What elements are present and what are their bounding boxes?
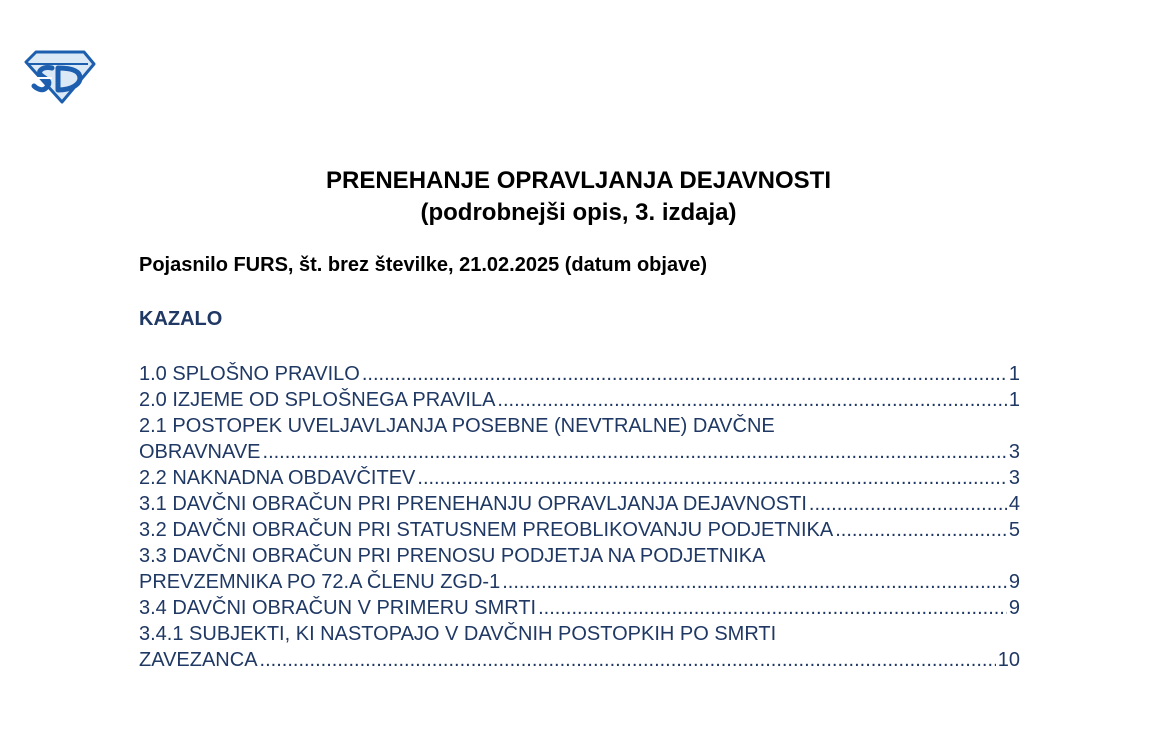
toc-entry-label: PREVZEMNIKA PO 72.A ČLENU ZGD-1 <box>139 571 501 593</box>
toc-leader-dots <box>502 569 1007 595</box>
toc-entry-label: 2.0 IZJEME OD SPLOŠNEGA PRAVILA <box>139 389 496 411</box>
toc-page-number: 1 <box>1008 389 1020 411</box>
toc-page-number: 10 <box>997 649 1020 671</box>
toc-entry[interactable] <box>139 413 1020 465</box>
toc-entry-label: 3.3 DAVČNI OBRAČUN PRI PRENOSU PODJETJA NA PODJETNIKA <box>139 545 766 567</box>
toc-entry-label: ZAVEZANCA <box>139 649 258 671</box>
furs-logo-icon <box>22 48 96 104</box>
toc-leader-dots <box>497 387 1006 413</box>
document-subtitle: (podrobnejši opis, 3. izdaja) <box>420 199 737 226</box>
toc-page-number: 9 <box>1008 597 1020 619</box>
toc-leader-dots <box>835 517 1007 543</box>
toc-entry-label: OBRAVNAVE <box>139 441 261 463</box>
toc-heading: KAZALO <box>139 308 223 330</box>
toc-entry[interactable] <box>139 517 1020 543</box>
toc-entry-label: 2.2 NAKNADNA OBDAVČITEV <box>139 467 416 489</box>
toc-entry[interactable] <box>139 361 1020 387</box>
document-title: PRENEHANJE OPRAVLJANJA DEJAVNOSTI <box>326 167 831 194</box>
toc-page-number: 9 <box>1008 571 1020 593</box>
toc-leader-dots <box>417 465 1006 491</box>
toc-entry-label: 3.2 DAVČNI OBRAČUN PRI STATUSNEM PREOBLIKOVANJU PODJETNIKA <box>139 519 834 541</box>
toc-leader-dots <box>538 595 1007 621</box>
toc-entry[interactable] <box>139 543 1020 595</box>
toc-entry-label: 1.0 SPLOŠNO PRAVILO <box>139 363 360 385</box>
toc-page-number: 1 <box>1008 363 1020 385</box>
toc-entry[interactable] <box>139 491 1020 517</box>
toc-entry[interactable] <box>139 387 1020 413</box>
toc-entry-label: 3.4 DAVČNI OBRAČUN V PRIMERU SMRTI <box>139 597 537 619</box>
toc-entry-label: 3.1 DAVČNI OBRAČUN PRI PRENEHANJU OPRAVLJANJA DEJAVNOSTI <box>139 493 807 515</box>
toc-page-number: 5 <box>1008 519 1020 541</box>
toc-page-number: 3 <box>1008 467 1020 489</box>
toc-entry-label: 2.1 POSTOPEK UVELJAVLJANJA POSEBNE (NEVTRALNE) DAVČNE <box>139 415 775 437</box>
toc-page-number: 4 <box>1008 493 1020 515</box>
toc-leader-dots <box>809 491 1007 517</box>
document-source-line: Pojasnilo FURS, št. brez številke, 21.02.2025 (datum objave) <box>139 254 707 276</box>
toc-entry[interactable] <box>139 465 1020 491</box>
toc-entry-label: 3.4.1 SUBJEKTI, KI NASTOPAJO V DAVČNIH POSTOPKIH PO SMRTI <box>139 623 777 645</box>
table-of-contents <box>139 361 1020 673</box>
toc-leader-dots <box>260 647 996 673</box>
toc-page-number: 3 <box>1008 441 1020 463</box>
toc-leader-dots <box>263 439 1007 465</box>
toc-entry[interactable] <box>139 595 1020 621</box>
toc-leader-dots <box>362 361 1007 387</box>
toc-entry[interactable] <box>139 621 1020 673</box>
